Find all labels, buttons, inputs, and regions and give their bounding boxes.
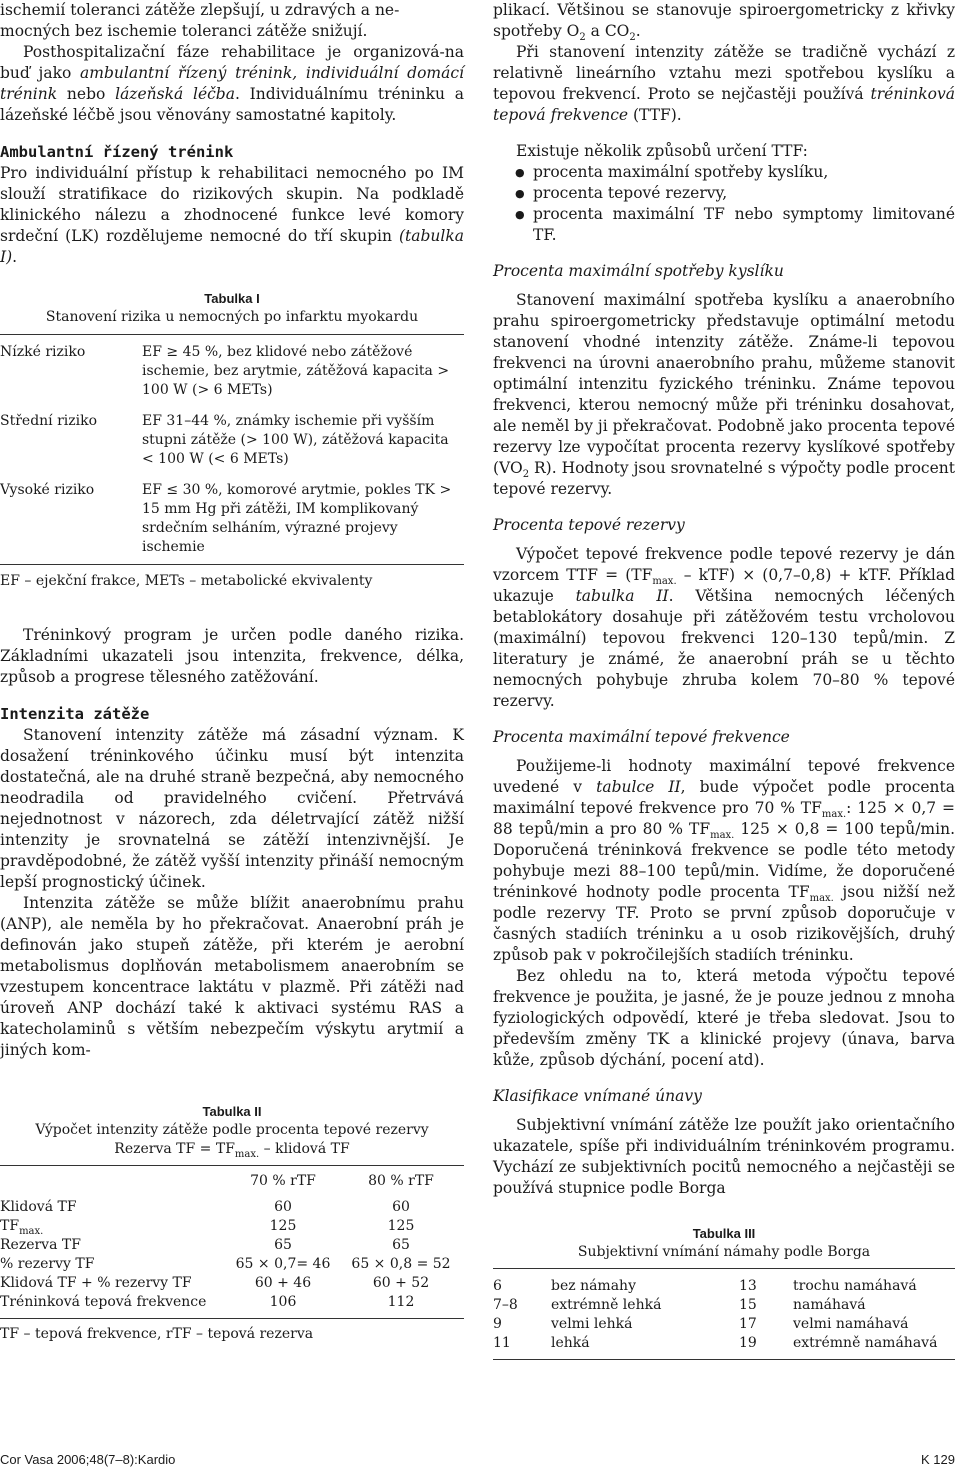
table-row: 9 velmi lehká 17 velmi namáhavá <box>493 1316 909 1332</box>
footer-page-number: K 129 <box>921 1452 955 1467</box>
intro-continuation: ischemií toleranci zátěže zlepšují, u zdravých a ne- mocných bez ischemie toleranci zátěže snižují. <box>0 1 400 40</box>
paragraph-program: Tréninkový program je určen podle daného rizika. Základními ukazateli jsou intenzita, frekvence, délka, způsob a progrese tělesného zatěžování. <box>0 626 464 686</box>
table-row: Tréninková tepová frekvence 106 112 <box>0 1294 415 1310</box>
paragraph-vo2: Stanovení maximální spotřeba kyslíku a anaerobního prahu spiroergometricky představuje optimální metodu stanovení vhodné intenzity zátěže. Známe-li tepovou frekvenci na úrovni anaerobního prahu, můžeme stanovit optimální intenzitu fyzického tréninku. Známe tepovou frekvenci, kterou nemocný může při tréninku dosahovat, ale neměl by ji překračovat. Podobně jako procenta tepové rezervy lze vypočítat procenta rezervy kyslíkové spotřeby ($VO_2$ R). Hodnoty jsou srovnatelné s výpočty podle procent tepové rezervy. <box>493 291 955 498</box>
table-1-body <box>0 343 464 557</box>
paragraph-intenzita-2: Intenzita zátěže se může blížit anaerobnímu prahu (ANP), ale neměla by ho překračovat. Anaerobní práh je definován jako stupeň zátěže, při kterém je aerobní metabolismus doplňován metabolismem anaerobním se vzestupem koncentrace laktátu v plazmě. Při zátěži nad úroveň ANP dochází také k aktivaci systému RAS a katecholaminů s větším nebezpečím výskytu arytmií a jiných kom- <box>0 894 464 1059</box>
left-column <box>0 0 464 1344</box>
table-3-body <box>493 1277 955 1353</box>
table-row: Klidová TF 60 60 <box>0 1199 410 1215</box>
heading-klasifikace: Klasifikace vnímané únavy <box>493 1087 702 1105</box>
table-row: Klidová TF + % rezervy TF 60 + 46 60 + 52 <box>0 1275 430 1291</box>
table-1-note: EF – ejekční frakce, METs – metabolické ekvivalenty <box>0 573 373 589</box>
table-2-caption-1: Výpočet intenzity zátěže podle procenta tepové rezervy <box>35 1122 429 1138</box>
table-3-bottom-rule <box>493 1359 955 1360</box>
paragraph-posthospitalization: Posthospitalizační fáze rehabilitace je organizová-na buď jako ambulantní řízený trénink, individuální domácí trénink nebo lázeňská léčba. Individuálnímu tréninku a lázeňské léčbě jsou věnovány samostatné kapitoly. <box>0 43 464 124</box>
table-3 <box>493 1225 955 1360</box>
heading-vo2: Procenta maximální spotřeby kyslíku <box>493 262 784 280</box>
list-item: ● procenta maximální TF nebo symptomy limitované TF. <box>515 204 955 246</box>
heading-intenzita: Intenzita zátěže <box>0 705 150 723</box>
table-1-title: Tabulka I <box>204 291 260 306</box>
right-column <box>493 0 955 1360</box>
table-row: Nízké riziko EF ≥ 45 %, bez klidové nebo zátěžové ischemie, bez arytmie, zátěžová kapacita > 100 W (> 6 METs) <box>0 344 450 398</box>
table-row: 6 bez námahy 13 trochu namáhavá <box>493 1278 917 1294</box>
table-3-title: Tabulka III <box>692 1226 756 1241</box>
paragraph-max-tf-2: Bez ohledu na to, která metoda výpočtu tepové frekvence je použita, je jasné, že je pouze jednou z mnoha fyziologických odpovědí, které je třeba sledovat. Jsou to především změny TK a klinické projevy (únava, barva kůže, způsob dýchání, pocení atd). <box>493 967 955 1069</box>
paragraph-ttf: Při stanovení intenzity zátěže se tradičně vychází z relativně lineárního vztahu mezi spotřebou kyslíku a tepovou frekvencí. Proto se nejčastěji používá tréninková tepová frekvence (TTF). <box>493 43 955 124</box>
paragraph-ways: Existuje několik způsobů určení TTF: <box>516 142 808 160</box>
paragraph-intenzita-1: Stanovení intenzity zátěže má zásadní význam. K dosažení tréninkového účinku musí být intenzita dostatečná, ale na druhé straně bezpečná, aby nemocného neodradila od pravidelného cvičení. Přetrvává nejednotnost v názorech, zda déletrvající zátěž nižší intenzity je srovnatelná se zátěží intenzivnější. Je pravděpodobné, že zátěž vyšší intenzity přináší nemocným lepší prognostický účinek. <box>0 726 464 891</box>
list-item: ● procenta tepové rezervy, <box>515 183 955 204</box>
bullet-list <box>493 162 955 246</box>
table-1 <box>0 290 464 591</box>
table-2-title: Tabulka II <box>202 1104 262 1119</box>
table-1-caption: Stanovení rizika u nemocných po infarktu myokardu <box>45 309 419 325</box>
paragraph-continuation: plikací. Většinou se stanovuje spiroergometricky z křivky spotřeby $O_2$ a $CO_2$. <box>493 1 955 44</box>
paragraph-klasifikace: Subjektivní vnímání zátěže lze použít jako orientačního ukazatele, spíše při individuálním tréninkovém programu. Vychází ze subjektivních pocitů nemocného a nejčastěji se používá stupnice podle Borga <box>493 1116 955 1197</box>
table-row: % rezervy TF 65 × 0,7= 46 65 × 0,8 = 52 <box>0 1256 451 1272</box>
table-row: 11 lehká 19 extrémně namáhavá <box>493 1335 938 1351</box>
table-2 <box>0 1103 464 1344</box>
table-2-note: TF – tepová frekvence, rTF – tepová rezerva <box>0 1326 314 1342</box>
table-2-body <box>0 1172 460 1312</box>
table-row: Vysoké riziko EF ≤ 30 %, komorové arytmie, pokles TK > 15 mm Hg při zátěži, IM komplikovaný srdečním selháním, výrazné projevy ischemie <box>0 482 452 555</box>
heading-ambulantni-trenink: Ambulantní řízený trénink <box>0 143 234 161</box>
heading-max-tf: Procenta maximální tepové frekvence <box>493 728 790 746</box>
footer-journal: Cor Vasa 2006;48(7–8):Kardio <box>0 1452 176 1467</box>
paragraph-max-tf: Použijeme-li hodnoty maximální tepové frekvence uvedené v tabulce II, bude výpočet podle procenta maximální tepové frekvence pro 70 % $TF_{max.}$: 125 × 0,7 = 88 tepů/min a pro 80 % $TF_{max.}$ 125 × 0,8 = 100 tepů/min. Doporučená tréninková frekvence se podle této metody pohybuje mezi 88–100 tepů/min. Vidíme, že doporučené tréninkové hodnoty podle procenta $TF_{max.}$ jsou nižší než podle rezervy TF. Proto se první způsob doporučuje v časných stadiích tréninku a u osob rizikovějších, druhý způsob pak v pokročilejších stadiích tréninku. <box>493 757 955 964</box>
table-row: 7–8 extrémně lehká 15 namáhavá <box>493 1297 866 1313</box>
table-2-caption-2: Rezerva TF = $TF_{max.}$ – klidová TF <box>114 1141 350 1160</box>
table-row: Střední riziko EF 31–44 %, známky ischemie při vyšším stupni zátěže (> 100 W), zátěžová kapacita < 100 W (< 6 METs) <box>0 413 449 467</box>
table-3-caption: Subjektivní vnímání námahy podle Borga <box>577 1244 871 1260</box>
heading-rezerva: Procenta tepové rezervy <box>493 516 685 534</box>
table-row: Rezerva TF 65 65 <box>0 1237 410 1253</box>
paragraph-stratifikace: Pro individuální přístup k rehabilitaci nemocného po IM slouží stratifikace do rizikových skupin. Na podkladě klinického nálezu a zhodnocené funkce levé komory srdeční (LK) rozdělujeme nemocné do tří skupin (tabulka I). <box>0 164 464 266</box>
table-header-row: 70 % rTF 80 % rTF <box>250 1173 434 1189</box>
list-item: ● procenta maximální spotřeby kyslíku, <box>515 162 955 183</box>
paragraph-rezerva: Výpočet tepové frekvence podle tepové rezervy je dán vzorcem TTF = $(TF_{max.} - kTF) \times (0,7-0,8)$ + kTF. Příklad ukazuje tabulka II. Většina nemocných léčených betablokátory dosahuje při zátěžovém testu vrcholovou (maximální) tepovou frekvenci 120–130 tepů/min. Z literatury je známé, že anaerobní práh se u těchto nemocných pohybuje zhruba kolem 70–80 % tepové rezervy. <box>493 545 956 710</box>
table-row: $TF_{max.}$ 125 125 <box>0 1218 415 1237</box>
